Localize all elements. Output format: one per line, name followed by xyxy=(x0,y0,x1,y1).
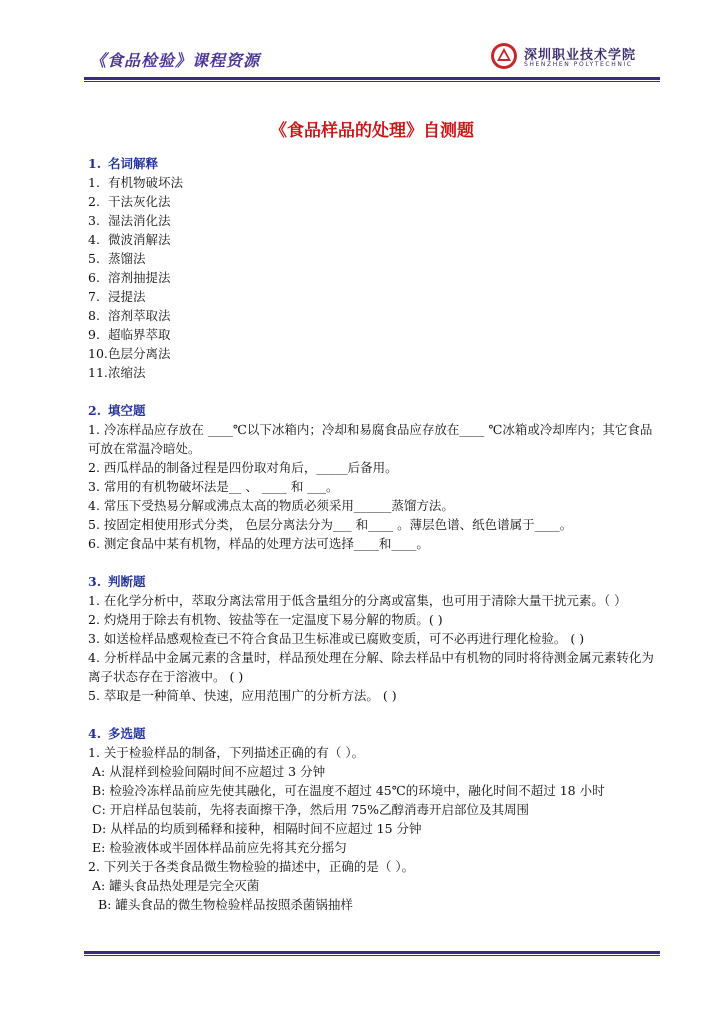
question: 1. 关于检验样品的制备，下列描述正确的有（ ）。 xyxy=(88,745,365,760)
answer-option: B: 检验冷冻样品前应先使其融化，可在温度不超过 45℃的环境中，融化时间不超过 18 小时 xyxy=(92,783,605,798)
question: 2. 下列关于各类食品微生物检验的描述中，正确的是（ ）。 xyxy=(88,859,415,874)
school-logo xyxy=(490,42,650,72)
document-title: 《食品样品的处理》自测题 xyxy=(270,121,474,141)
list-item: 3. 湿法消化法 xyxy=(88,213,171,228)
header-rule xyxy=(84,77,660,80)
question: 2. 西瓜样品的制备过程是四份取对角后，_____后备用。 xyxy=(88,460,398,475)
footer-rule xyxy=(84,951,660,954)
answer-option: B: 罐头食品的微生物检验样品按照杀菌锅抽样 xyxy=(98,897,353,912)
list-item: 1. 有机物破坏法 xyxy=(88,175,184,190)
question: 4. 分析样品中金属元素的含量时，样品预处理在分解、除去样品中有机物的同时将待测金属元素转化为离子状态存在于溶液中。 ( ) xyxy=(88,650,654,684)
header-rule-thin xyxy=(84,81,660,82)
section-heading: 3. 判断题 xyxy=(88,574,146,589)
question: 2. 灼烧用于除去有机物、铵盐等在一定温度下易分解的物质。( ) xyxy=(88,612,443,627)
footer-rule-thin xyxy=(84,955,660,956)
list-item: 2. 干法灰化法 xyxy=(88,194,171,209)
list-item: 8. 溶剂萃取法 xyxy=(88,308,171,323)
section-heading: 4. 多选题 xyxy=(88,726,146,741)
answer-option: C: 开启样品包装前，先将表面擦干净，然后用 75%乙醇消毒开启部位及其周围 xyxy=(92,802,530,817)
term-list xyxy=(88,173,656,382)
question: 1. 在化学分析中，萃取分离法常用于低含量组分的分离或富集，也可用于清除大量干扰元素。（ ） xyxy=(88,593,627,608)
answer-option: A: 罐头食品热处理是完全灭菌 xyxy=(92,878,260,893)
school-name-cn: 深圳职业技术学院 xyxy=(524,48,637,63)
question: 3. 如送检样品感观检查已不符合食品卫生标准或已腐败变质，可不必再进行理化检验。 ( ) xyxy=(88,631,585,646)
answer-option: E: 检验液体或半固体样品前应先将其充分摇匀 xyxy=(92,840,347,855)
school-name-en: SHENZHEN POLYTECHNIC xyxy=(524,61,633,68)
list-item: 7. 浸提法 xyxy=(88,289,146,304)
school-emblem-icon xyxy=(490,42,518,70)
question: 5. 萃取是一种简单、快速，应用范围广的分析方法。 ( ) xyxy=(88,688,397,703)
list-item: 4. 微波消解法 xyxy=(88,232,171,247)
list-item: 11.浓缩法 xyxy=(88,365,146,380)
question: 3. 常用的有机物破坏法是__ 、 ____ 和 ___。 xyxy=(88,479,339,494)
question: 6. 测定食品中某有机物，样品的处理方法可选择____和____。 xyxy=(88,536,429,551)
course-title: 《食品检验》课程资源 xyxy=(90,51,261,70)
question: 5. 按固定相使用形式分类， 色层分离法分为___ 和____ 。薄层色谱、纸色谱属于____。 xyxy=(88,517,573,532)
list-item: 5. 蒸馏法 xyxy=(88,251,146,266)
answer-option: A: 从混样到检验间隔时间不应超过 3 分钟 xyxy=(92,764,326,779)
list-item: 9. 超临界萃取 xyxy=(88,327,171,342)
question: 4. 常压下受热易分解或沸点太高的物质必须采用______蒸馏方法。 xyxy=(88,498,454,513)
section-heading: 1. 名词解释 xyxy=(88,156,159,171)
document-body xyxy=(88,154,656,914)
section-heading: 2. 填空题 xyxy=(88,403,146,418)
answer-option: D: 从样品的均质到稀释和接种，相隔时间不应超过 15 分钟 xyxy=(92,821,422,836)
question: 1. 冷冻样品应存放在 ____℃以下冰箱内；冷却和易腐食品应存放在____ ℃冰箱或冷却库内；其它食品可放在常温冷暗处。 xyxy=(88,422,653,456)
list-item: 10.色层分离法 xyxy=(88,346,171,361)
page-header xyxy=(84,38,660,76)
list-item: 6. 溶剂抽提法 xyxy=(88,270,171,285)
